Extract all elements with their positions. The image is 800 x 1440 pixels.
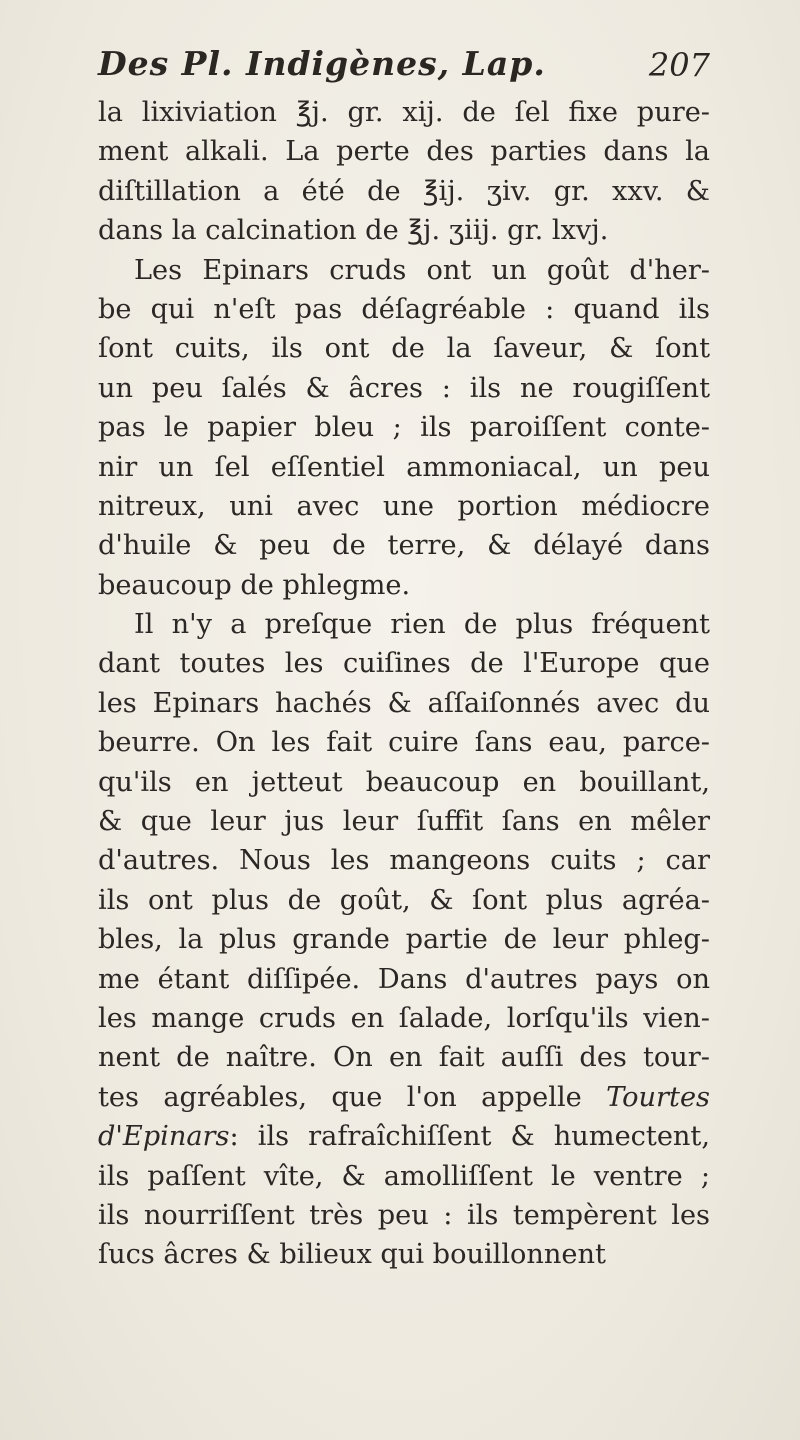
text-line: ſont cuits, ils ont de la ſaveur, & ſont xyxy=(98,333,710,365)
text-line: Il n'y a preſque rien de plus fréquent xyxy=(134,609,710,641)
page-header xyxy=(98,44,710,90)
text-line: me étant diſſipée. Dans d'autres pays on xyxy=(98,963,710,995)
text-line: & que leur jus leur ſuffit ſans en mêler xyxy=(98,806,710,838)
text-line-start: tes agréables, que l'on appelle xyxy=(98,1081,582,1113)
text-line: dans la calcination de ℥j. ʒiij. gr. lxvj. xyxy=(98,215,609,247)
text-line: d'huile & peu de terre, & délayé dans xyxy=(98,530,710,562)
text-line: ment alkali. La perte des parties dans la xyxy=(98,136,710,168)
text-line xyxy=(98,1117,710,1156)
italic-phrase: d'Epinars xyxy=(98,1121,230,1153)
text-line: d'autres. Nous les mangeons cuits ; car xyxy=(98,845,710,877)
text-line: Les Epinars cruds ont un goût d'her- xyxy=(134,254,710,286)
text-line: la lixiviation ℥j. gr. xij. de ſel fixe pure- xyxy=(98,97,710,128)
text-line: dant toutes les cuiſines de l'Europe que xyxy=(98,648,710,680)
text-line: beaucoup de phlegme. xyxy=(98,569,411,601)
text-line: be qui n'eſt pas déſagréable : quand ils xyxy=(98,293,710,325)
text-line: beurre. On les fait cuire ſans eau, parce- xyxy=(98,727,710,759)
text-line: nitreux, uni avec une portion médiocre xyxy=(98,490,710,522)
text-line: diſtillation a été de ℥ij. ʒiv. gr. xxv. & xyxy=(98,175,710,207)
text-line-rest: : ils rafraîchiſſent & humectent, xyxy=(229,1121,710,1153)
text-line: nent de naître. On en fait auſſi des tour- xyxy=(98,1042,710,1074)
text-line xyxy=(98,1078,710,1117)
text-line: qu'ils en jetteut beaucoup en bouillant, xyxy=(98,766,710,798)
running-head: Des Pl. Indigènes, Lap. xyxy=(98,44,546,83)
body-text xyxy=(98,93,710,1275)
italic-phrase: Tourtes xyxy=(606,1081,710,1113)
page-number: 207 xyxy=(648,46,710,84)
text-line: nir un ſel eſſentiel ammoniacal, un peu xyxy=(98,451,710,483)
text-line: ils paſſent vîte, & amolliſſent le ventre ; xyxy=(98,1160,710,1192)
text-line: les Epinars hachés & aſſaiſonnés avec du xyxy=(98,687,710,719)
text-line: pas le papier bleu ; ils paroiſſent conte- xyxy=(98,412,710,444)
text-line: ils nourriſſent très peu : ils tempèrent les xyxy=(98,1199,710,1231)
text-line: bles, la plus grande partie de leur phleg- xyxy=(98,924,710,956)
text-line: les mange cruds en ſalade, lorſqu'ils vien- xyxy=(98,1002,710,1034)
text-line: un peu ſalés & âcres : ils ne rougiſſent xyxy=(98,372,710,404)
text-line: ſucs âcres & bilieux qui bouillonnent xyxy=(98,1239,606,1271)
text-line: ils ont plus de goût, & ſont plus agréa- xyxy=(98,884,710,916)
